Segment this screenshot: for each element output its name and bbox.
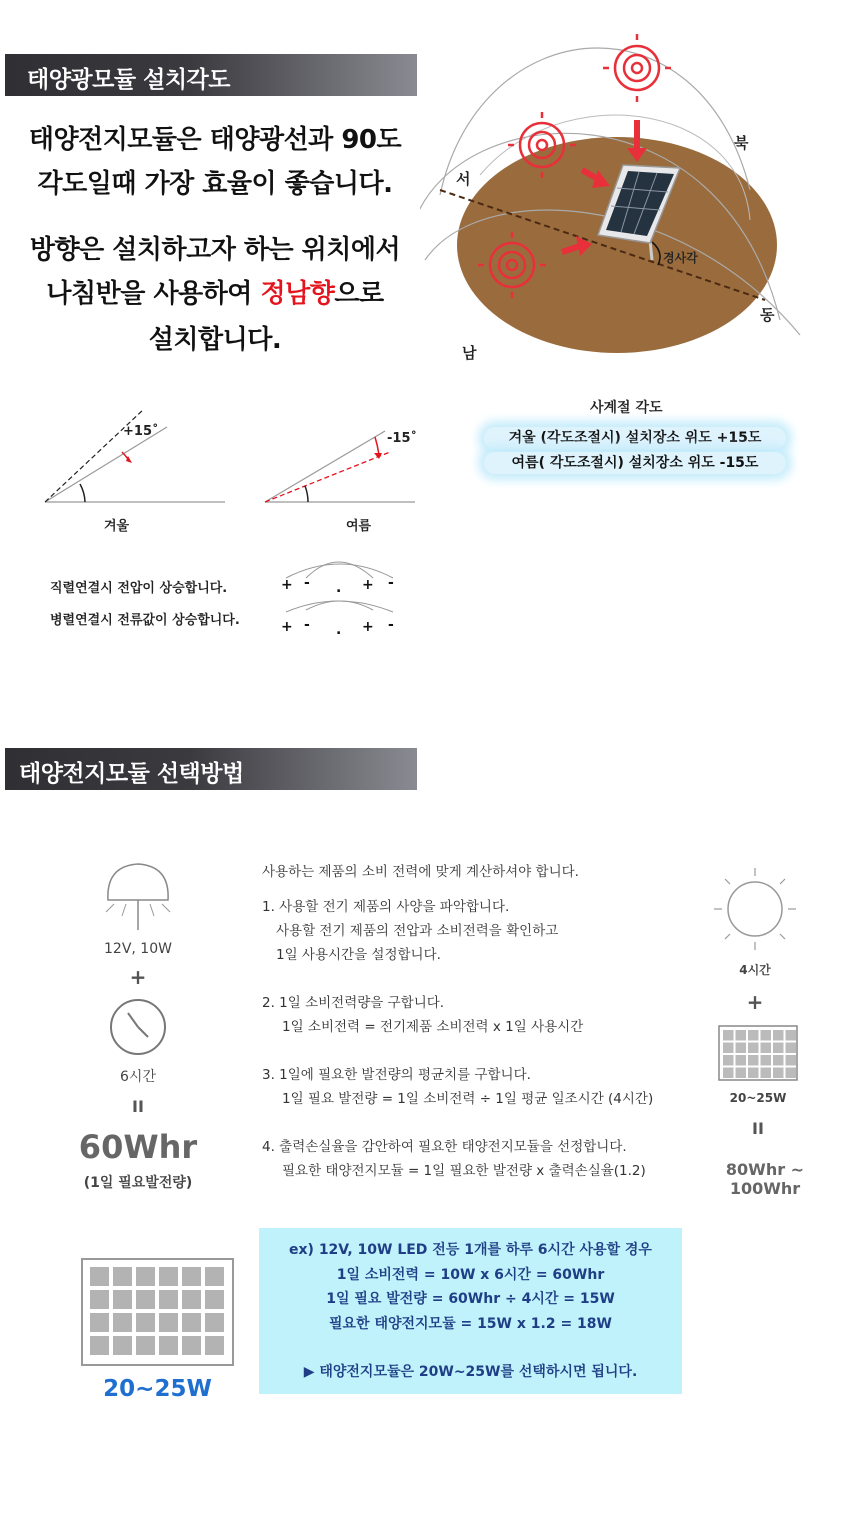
step-3-formula: 1일 필요 발전량 = 1일 소비전력 ÷ 1일 평균 일조시간 (4시간) (282, 1091, 654, 1107)
intro-line: 설치합니다. (148, 325, 282, 355)
daily-need-label: (1일 필요발전량) (83, 1175, 193, 1191)
example-line: 1일 필요 발전량 = 60Whr ÷ 4시간 = 15W (326, 1291, 615, 1307)
panel-cell (205, 1290, 224, 1309)
example-box (259, 1228, 682, 1394)
intro-line: 태양전지모듈은 태양광선과 90도 (28, 125, 402, 155)
winter-adjust-note: 겨울 (각도조절시) 설치장소 위도 +15도 (484, 427, 786, 449)
compass-east-label: 동 (760, 306, 775, 324)
daily-need-value: 60Whr (78, 1128, 198, 1166)
panel-cell (182, 1267, 201, 1286)
panel-cell (748, 1030, 759, 1041)
svg-text:+: + (281, 577, 293, 593)
panel-cell (159, 1267, 178, 1286)
usage-hours: 6시간 (120, 1069, 156, 1085)
panel-cell (113, 1313, 132, 1332)
equals-sign: II (752, 1119, 764, 1138)
panel-cell (748, 1068, 759, 1079)
svg-text:-: - (304, 575, 310, 591)
panel-cell (786, 1055, 797, 1066)
winter-angle-diagram (40, 405, 230, 510)
panel-cell (736, 1068, 747, 1079)
panel-cell (113, 1267, 132, 1286)
due-south-highlight: 정남향 (260, 279, 335, 309)
panel-cell (205, 1267, 224, 1286)
panel-range-small: 20~25W (729, 1091, 787, 1105)
panel-cell (748, 1043, 759, 1054)
svg-text:-: - (304, 617, 310, 633)
intro-line: 방향은 설치하고자 하는 위치에서 (29, 235, 401, 265)
svg-text:-: - (388, 575, 394, 591)
panel-cell (723, 1055, 734, 1066)
sun-hours: 4시간 (739, 963, 771, 977)
panel-range-big: 20~25W (103, 1376, 212, 1402)
output-range: 80Whr ~ 100Whr (725, 1160, 805, 1198)
example-conclusion: ▶ 태양전지모듈은 20W~25W를 선택하시면 됩니다. (303, 1364, 638, 1380)
panel-cell (136, 1267, 155, 1286)
panel-cell (136, 1313, 155, 1332)
panel-cell (761, 1030, 772, 1041)
lamp-spec: 12V, 10W (104, 941, 172, 957)
steps-intro: 사용하는 제품의 소비 전력에 맞게 계산하셔야 합니다. (262, 864, 579, 880)
solar-panel-icon (81, 1258, 234, 1366)
svg-text:-: - (388, 617, 394, 633)
panel-cell (90, 1336, 109, 1355)
svg-text:+: + (281, 619, 293, 635)
series-connection-text: 직렬연결시 전압이 상승합니다. (50, 581, 228, 596)
panel-cell (736, 1030, 747, 1041)
panel-cell (786, 1030, 797, 1041)
panel-cell (182, 1336, 201, 1355)
plus-sign: + (129, 965, 147, 989)
parallel-connection-text: 병렬연결시 전류값이 상승합니다. (50, 613, 240, 628)
panel-cell (159, 1336, 178, 1355)
clock-icon (108, 997, 168, 1057)
panel-cell (736, 1055, 747, 1066)
connection-diagram (278, 552, 403, 637)
section-title: 태양전지모듈 선택방법 (19, 761, 244, 787)
section-header-module-selection (5, 748, 417, 790)
compass-north-label: 북 (734, 134, 749, 152)
tilt-angle-label: 경사각 (663, 251, 698, 265)
example-line: ex) 12V, 10W LED 전등 1개를 하루 6시간 사용할 경우 (289, 1242, 652, 1258)
equals-sign: II (132, 1097, 144, 1116)
step-3-title: 3. 1일에 필요한 발전량의 평균치를 구합니다. (262, 1067, 531, 1083)
panel-cell (90, 1313, 109, 1332)
intro-line: 각도일때 가장 효율이 좋습니다. (37, 169, 393, 199)
panel-cell (761, 1043, 772, 1054)
season-angle-title: 사계절 각도 (590, 400, 663, 416)
step-1-detail: 1일 사용시간을 설정합니다. (276, 947, 441, 963)
panel-cell (761, 1055, 772, 1066)
panel-cell (773, 1068, 784, 1079)
panel-cell (786, 1068, 797, 1079)
example-line: 1일 소비전력 = 10W x 6시간 = 60Whr (336, 1266, 605, 1283)
panel-cell (159, 1313, 178, 1332)
step-2-title: 2. 1일 소비전력량을 구합니다. (262, 995, 445, 1011)
winter-label: 겨울 (104, 519, 130, 534)
panel-cell (723, 1030, 734, 1041)
panel-cell (113, 1336, 132, 1355)
step-4-title: 4. 출력손실율을 감안하여 필요한 태양전지모듈을 선정합니다. (262, 1139, 627, 1155)
panel-cell (136, 1290, 155, 1309)
solar-panel-icon (718, 1025, 798, 1081)
step-1-title: 1. 사용할 전기 제품의 사양을 파악합니다. (262, 899, 510, 915)
panel-cell (159, 1290, 178, 1309)
panel-cell (182, 1290, 201, 1309)
svg-text:+: + (362, 577, 374, 593)
panel-cell (723, 1043, 734, 1054)
panel-cell (773, 1043, 784, 1054)
svg-text:.: . (336, 580, 342, 596)
panel-cell (136, 1336, 155, 1355)
panel-cell (761, 1068, 772, 1079)
summer-adjust-note: 여름( 각도조절시) 설치장소 위도 -15도 (484, 452, 786, 474)
svg-text:+: + (362, 619, 374, 635)
intro-line-direction: 나침반을 사용하여 정남향으로 (46, 279, 384, 309)
panel-cell (90, 1267, 109, 1286)
panel-cell (205, 1336, 224, 1355)
panel-cell (90, 1290, 109, 1309)
panel-cell (773, 1055, 784, 1066)
sun-icon (712, 866, 798, 952)
step-1-detail: 사용할 전기 제품의 전압과 소비전력을 확인하고 (276, 923, 559, 939)
summer-angle-value: -15˚ (387, 431, 417, 446)
sun-path-diagram (420, 20, 860, 380)
panel-cell (786, 1043, 797, 1054)
panel-cell (723, 1068, 734, 1079)
step-2-formula: 1일 소비전력 = 전기제품 소비전력 x 1일 사용시간 (282, 1019, 584, 1035)
lamp-icon (98, 858, 178, 938)
panel-cell (736, 1043, 747, 1054)
winter-angle-value: +15˚ (123, 424, 159, 439)
compass-west-label: 서 (456, 170, 471, 188)
summer-label: 여름 (346, 519, 372, 534)
sun-icon (603, 34, 671, 102)
svg-text:.: . (336, 622, 342, 637)
section-title: 태양광모듈 설치각도 (27, 67, 230, 93)
step-4-formula: 필요한 태양전지모듈 = 1일 필요한 발전량 x 출력손실율(1.2) (282, 1163, 646, 1179)
panel-cell (773, 1030, 784, 1041)
panel-cell (113, 1290, 132, 1309)
panel-cell (205, 1313, 224, 1332)
calculation-steps (262, 860, 653, 1183)
compass-south-label: 남 (462, 344, 477, 362)
panel-cell (748, 1055, 759, 1066)
example-line: 필요한 태양전지모듈 = 15W x 1.2 = 18W (329, 1315, 612, 1332)
panel-cell (182, 1313, 201, 1332)
plus-sign: + (746, 990, 764, 1014)
section-header-install-angle (5, 54, 417, 96)
